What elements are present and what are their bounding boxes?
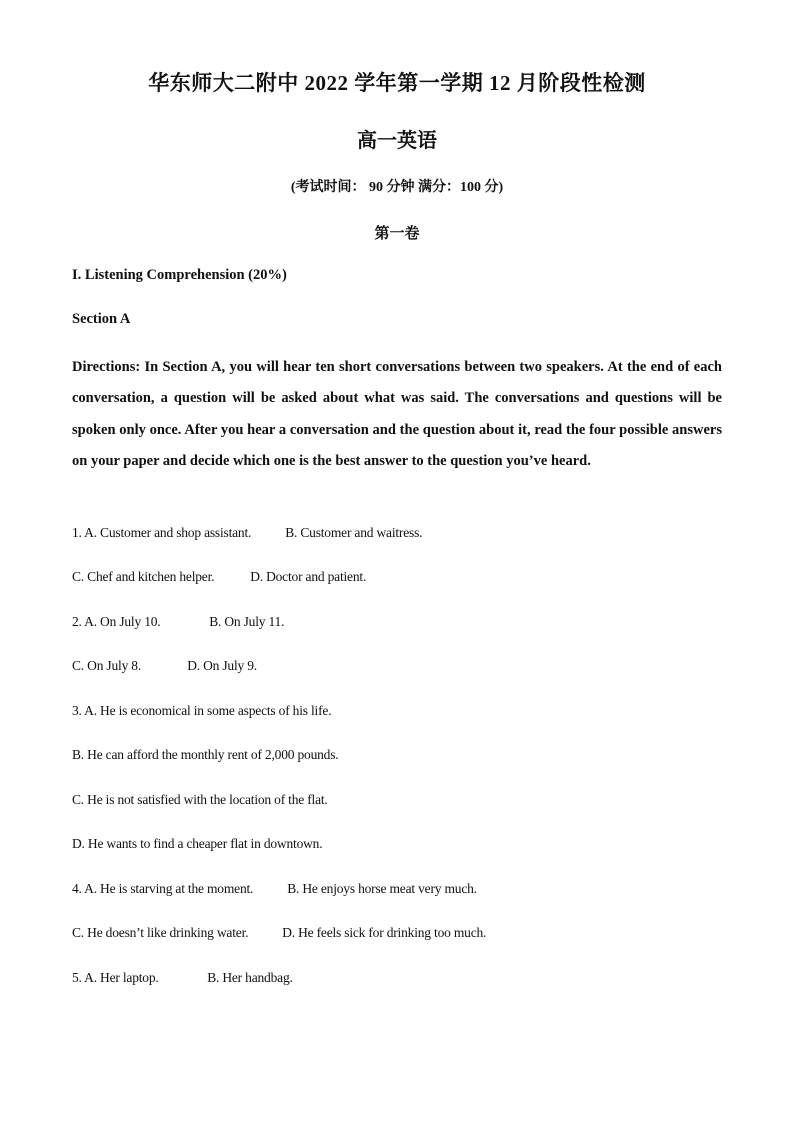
question-4-line-1	[72, 881, 477, 897]
question-2-line-1	[72, 614, 284, 630]
question-4-option-c: C. He doesn’t like drinking water.	[72, 925, 249, 940]
question-1-option-b: B. Customer and waitress.	[285, 525, 423, 540]
question-1-option-a: 1. A. Customer and shop assistant.	[72, 525, 252, 540]
question-1-option-c: C. Chef and kitchen helper.	[72, 569, 215, 584]
question-3-option-a: 3. A. He is economical in some aspects of his life.	[72, 703, 332, 718]
subject-title: 高一英语	[357, 130, 437, 152]
question-1-line-1	[72, 525, 422, 541]
question-5-line-1	[72, 970, 293, 986]
question-3-option-c: C. He is not satisfied with the location of the flat.	[72, 792, 328, 807]
question-4-option-b: B. He enjoys horse meat very much.	[287, 881, 477, 896]
question-2-line-2	[72, 658, 257, 674]
part-heading: I. Listening Comprehension (20%)	[72, 267, 287, 283]
question-4-line-2	[72, 925, 486, 941]
question-5-option-a: 5. A. Her laptop.	[72, 970, 159, 985]
question-2-option-b: B. On July 11.	[209, 614, 285, 629]
question-2-option-d: D. On July 9.	[187, 658, 257, 673]
question-5-option-b: B. Her handbag.	[207, 970, 293, 985]
question-1-line-2	[72, 569, 366, 585]
question-2-option-c: C. On July 8.	[72, 658, 142, 673]
question-4-option-d: D. He feels sick for drinking too much.	[282, 925, 487, 940]
directions-paragraph: Directions: In Section A, you will hear ten short conversations between two speakers. At the end of each conversation, a question will be asked about what was said. The conversations and questions will be spoken only once. After you hear a conversation and the question about it, read the four possible answers on your paper and decide which one is the best answer to the question you’ve heard.	[72, 359, 722, 469]
question-2-option-a: 2. A. On July 10.	[72, 614, 161, 629]
question-1-option-d: D. Doctor and patient.	[250, 569, 367, 584]
exam-info: (考试时间： 90 分钟 满分：100 分)	[290, 180, 504, 195]
section-heading: Section A	[72, 311, 131, 327]
exam-title: 华东师大二附中 2022 学年第一学期 12 月阶段性检测	[148, 71, 646, 95]
question-4-option-a: 4. A. He is starving at the moment.	[72, 881, 254, 896]
question-3-option-d: D. He wants to find a cheaper flat in downtown.	[72, 836, 323, 851]
volume-label: 第一卷	[374, 226, 420, 242]
question-3-option-b: B. He can afford the monthly rent of 2,000 pounds.	[72, 747, 339, 762]
